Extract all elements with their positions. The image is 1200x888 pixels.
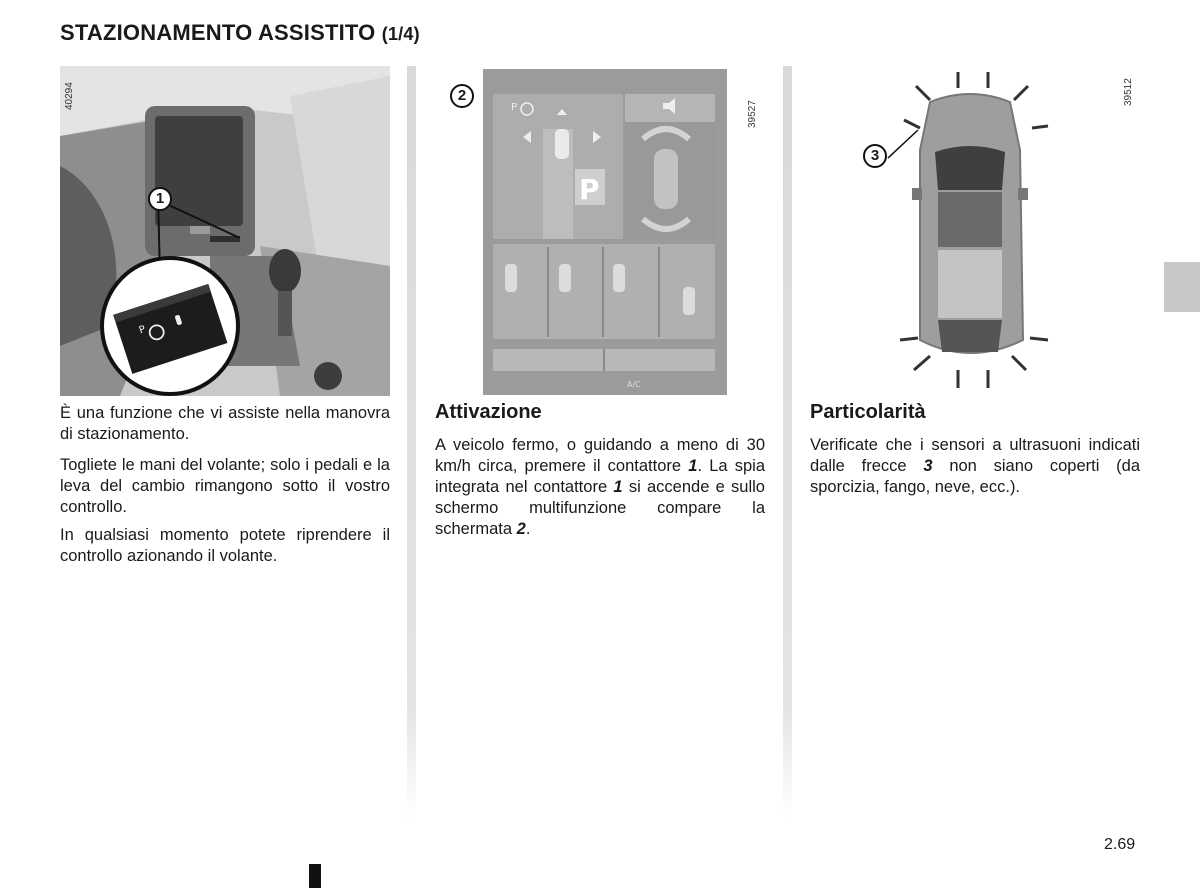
figure-code: 39512 bbox=[1123, 78, 1134, 106]
intro-paragraph: È una funzione che vi assiste nella manovra di stazionamento. bbox=[60, 404, 390, 443]
print-mark bbox=[309, 864, 321, 888]
activation-paragraph: A veicolo fermo, o guidando a meno di 30 km/h circa, premere il contattore 1. La spia integrata nel contattore 1 si accende e sullo schermo multifunzione compare la schermata 2. bbox=[435, 436, 766, 538]
screen-drawing bbox=[483, 69, 727, 395]
svg-text:P: P bbox=[137, 323, 147, 337]
sensor-arrow-icon bbox=[914, 356, 930, 370]
sensor-arrow-icon bbox=[1032, 126, 1048, 128]
dashboard-drawing bbox=[60, 66, 390, 396]
parking-screen-illustration bbox=[483, 69, 727, 395]
screen-parking-letter: P bbox=[579, 173, 600, 206]
figure-code: 40294 bbox=[64, 82, 75, 110]
title-text: STAZIONAMENTO ASSISTITO bbox=[60, 20, 376, 45]
callout-1: 1 bbox=[148, 187, 172, 211]
page-number: 2.69 bbox=[1104, 836, 1136, 853]
activation-heading: Attivazione bbox=[435, 401, 542, 423]
sensor-arrow-icon bbox=[1012, 356, 1026, 370]
sensor-arrow-icon bbox=[1014, 86, 1028, 100]
particularities-heading: Particolarità bbox=[810, 401, 926, 423]
column-divider-right bbox=[783, 66, 792, 818]
sensor-arrow-icon bbox=[916, 86, 930, 100]
sensor-arrow-icon bbox=[900, 338, 918, 340]
title-part: (1/4) bbox=[381, 24, 420, 44]
screen-ac-label: A/C bbox=[627, 380, 641, 389]
sensor-arrows-drawing bbox=[880, 70, 1060, 392]
chapter-tab bbox=[1164, 262, 1200, 312]
figure-code: 39527 bbox=[747, 100, 758, 128]
particularities-paragraph: Verificate che i sensori a ultrasuoni indicati dalle frecce 3 non siano coperti (da sporcizia, fango, neve, ecc.). bbox=[810, 436, 1141, 496]
hands-off-paragraph: Togliete le mani del volante; solo i pedali e la leva del cambio rimangono sotto il vostro controllo. bbox=[60, 456, 390, 516]
callout-3: 3 bbox=[863, 144, 887, 168]
resume-control-paragraph: In qualsiasi momento potete riprendere il controllo azionando il volante. bbox=[60, 526, 390, 565]
callout-2: 2 bbox=[450, 84, 474, 108]
page-title bbox=[60, 20, 420, 46]
sensor-arrow-icon bbox=[904, 120, 920, 128]
column-divider-left bbox=[407, 66, 416, 818]
sensor-arrow-icon bbox=[1030, 338, 1048, 340]
svg-text:P: P bbox=[511, 102, 518, 113]
dashboard-illustration bbox=[60, 66, 390, 396]
sensor-arrows bbox=[880, 70, 1060, 392]
